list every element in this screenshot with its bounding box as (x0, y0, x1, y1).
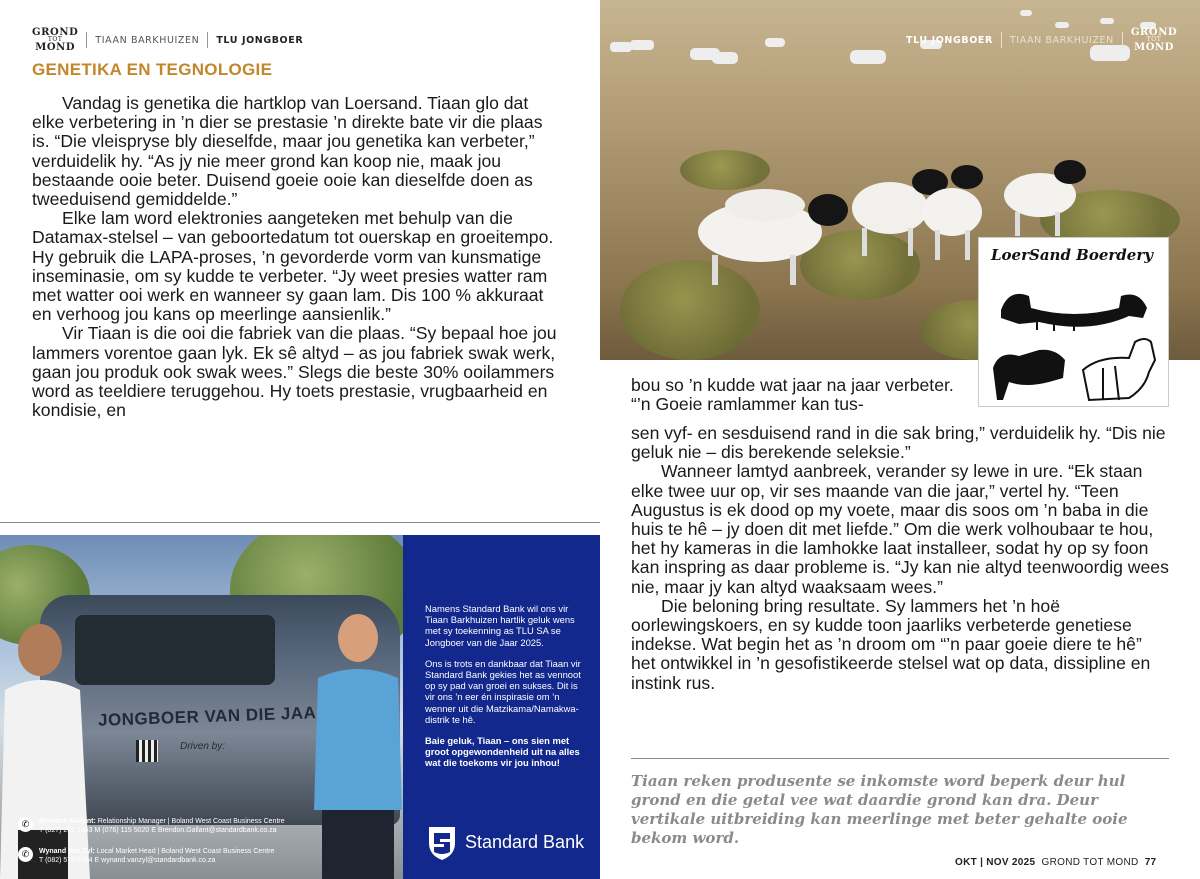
paragraph: Vir Tiaan is die ooi die fabriek van die plaas. “Sy bepaal hoe jou lammers vorentoe gaan lyk. Ek sê altyd – as jou fabriek swak werk, gaan jou produk ook swak wees.” Slegs die beste 30% ooilammers word as teeldiere teruggehou. Hy toets prestasie, vrugbaarheid en kondisie, en (32, 323, 557, 421)
section-divider (0, 522, 600, 523)
vehicle-window (75, 615, 275, 685)
standard-bank-advert (0, 535, 600, 879)
advert-photo (0, 535, 403, 879)
phone-icon: ✆ (18, 847, 33, 862)
bank-name: Standard Bank (465, 832, 585, 853)
header-divider (1001, 32, 1002, 48)
issue-date: OKT | NOV 2025 (955, 857, 1036, 868)
brand-name: LoerSand Boerdery (991, 246, 1153, 264)
paragraph: sen vyf- en sesduisend rand in die sak bring,” verduidelik hy. “Dis nie geluk nie – dis berekende seleksie.” (631, 423, 1166, 463)
pull-quote: Tiaan reken produsente se inkomste word beperk deur hul grond en die getal vee wat daardie grond kan dra. Deur vertikale uitbreiding kan meerlinge met beter gehalte ooie bekom word. (631, 772, 1128, 847)
contact-list (18, 817, 398, 877)
article-column-2 (631, 424, 1171, 693)
magazine-name: GROND TOT MOND (1041, 857, 1139, 868)
page-header-right (906, 27, 1178, 53)
article-subhead: GENETIKA EN TEGNOLOGIE (32, 60, 273, 79)
sheep-silhouette-icon (979, 238, 1170, 408)
contact-details: T (027) 201 1453 M (076) 115 5020 E Brendon.Gallant@standardbank.co.za (39, 827, 277, 834)
advert-paragraph: Namens Standard Bank wil ons vir Tiaan Barkhuizen hartlik geluk wens met sy toekenning as TLU SA se Jongboer van die Jaar 2025. (425, 603, 575, 648)
contact-details: T (082) 578 9784 E wynand.vanzyl@standardbank.co.za (39, 857, 216, 864)
contact-role: Local Market Head | Boland West Coast Business Centre (94, 848, 275, 855)
advert-message-panel (403, 535, 600, 879)
header-section: TLU JONGBOER (906, 34, 993, 46)
vehicle-decal: JONGBOER VAN DIE JAA (97, 703, 317, 730)
header-author: TIAAN BARKHUIZEN (95, 34, 200, 46)
shield-icon (427, 825, 457, 861)
page-folio (955, 857, 1156, 868)
article-column-1 (32, 94, 564, 420)
contact-item (18, 847, 398, 865)
header-section: TLU JONGBOER (216, 34, 304, 46)
advert-paragraph: Ons is trots en dankbaar dat Tiaan vir Standard Bank gekies het as vennoot op sy pad van groei en sukses. Dit is vir ons ’n eer én inspirasie om ’n wenner uit die Matzikama/Namakwa-distrik te hê. (425, 657, 581, 725)
paragraph: Elke lam word elektronies aangeteken met behulp van die Datamax-stelsel – van geboortedatum tot ouerskap en groeitempo. Hy gebruik die LAPA-proses, ’n gevorderde vorm van kunsmatige inseminasie, om sy kudde te verbeter. “Jy weet presies watter ram met watter ooi werk en wanneer sy gaan lam. Dis 100 % akkuraat en verhoog jou kans op meerlinge aansienlik.” (32, 208, 554, 325)
contact-name: Brendon Gallant: (39, 818, 96, 825)
header-divider (207, 32, 208, 48)
magazine-logo: GROND TOT MOND (1130, 27, 1178, 53)
contact-item (18, 817, 398, 835)
contact-role: Relationship Manager | Boland West Coast Business Centre (95, 818, 285, 825)
standard-bank-logo (427, 825, 584, 861)
paragraph: Die beloning bring resultate. Sy lammers het ’n hoë oorlewingskoers, en sy kudde toon jaarliks verbeterde genetiese indekse. Wat begin het as ’n droom om “’n paar goeie diere te hê” het ontwikkel in ’n gesofistikeerde stelsel wat op data, dissipline en instink rus. (631, 595, 1151, 693)
pullquote-divider (631, 758, 1169, 759)
vehicle-sponsor-label: Driven by: (180, 741, 226, 752)
article-column-2-top (631, 376, 976, 414)
paragraph: Vandag is genetika die hartklop van Loersand. Tiaan glo dat elke verbetering in ’n dier se prestasie ’n direkte bate vir die plaas is. “Die vleispryse bly dieselfde, maar jou genetika kan verbeter,” verduidelik hy. “As jy nie meer grond kan koop nie, maak jou bestaande ooie beter. Duisend goeie ooie kan dieselfde doen as tweeduisend gemiddelde.” (32, 93, 543, 210)
header-divider (1122, 32, 1123, 48)
header-divider (86, 32, 87, 48)
paragraph: Wanneer lamtyd aanbreek, verander sy lewe in ure. “Ek staan elke twee uur op, vir ses maande van die jaar,” vertel hy. “Teen Augustus is ek dood op my voete, maar dis soos om ’n baba in die huis te hê – jy doen dit met liefde.” Om die werk volhoubaar te hou, het hy kameras in die lamhokke laat installeer, sodat hy op sy foon kan inspring as daar probleme is. “Jy kan nie altyd teenwoordig wees nie, maar jy kan altyd waaksaam wees.” (631, 461, 1169, 597)
loersand-brand-logo (978, 237, 1169, 407)
phone-icon: ✆ (18, 817, 33, 832)
qr-code (136, 740, 158, 762)
page-number: 77 (1144, 857, 1157, 868)
advert-congrats: Baie geluk, Tiaan – ons sien met groot opgewondenheid uit na alles wat die toekoms vir jou inhou! (425, 735, 580, 769)
magazine-logo: GROND TOT MOND (32, 27, 79, 53)
page-header-left (32, 27, 304, 53)
paragraph: bou so ’n kudde wat jaar na jaar verbeter. “’n Goeie ramlammer kan tus- (631, 375, 954, 415)
contact-name: Wynand Van Zyl: (39, 848, 95, 855)
header-author: TIAAN BARKHUIZEN (1009, 34, 1114, 46)
